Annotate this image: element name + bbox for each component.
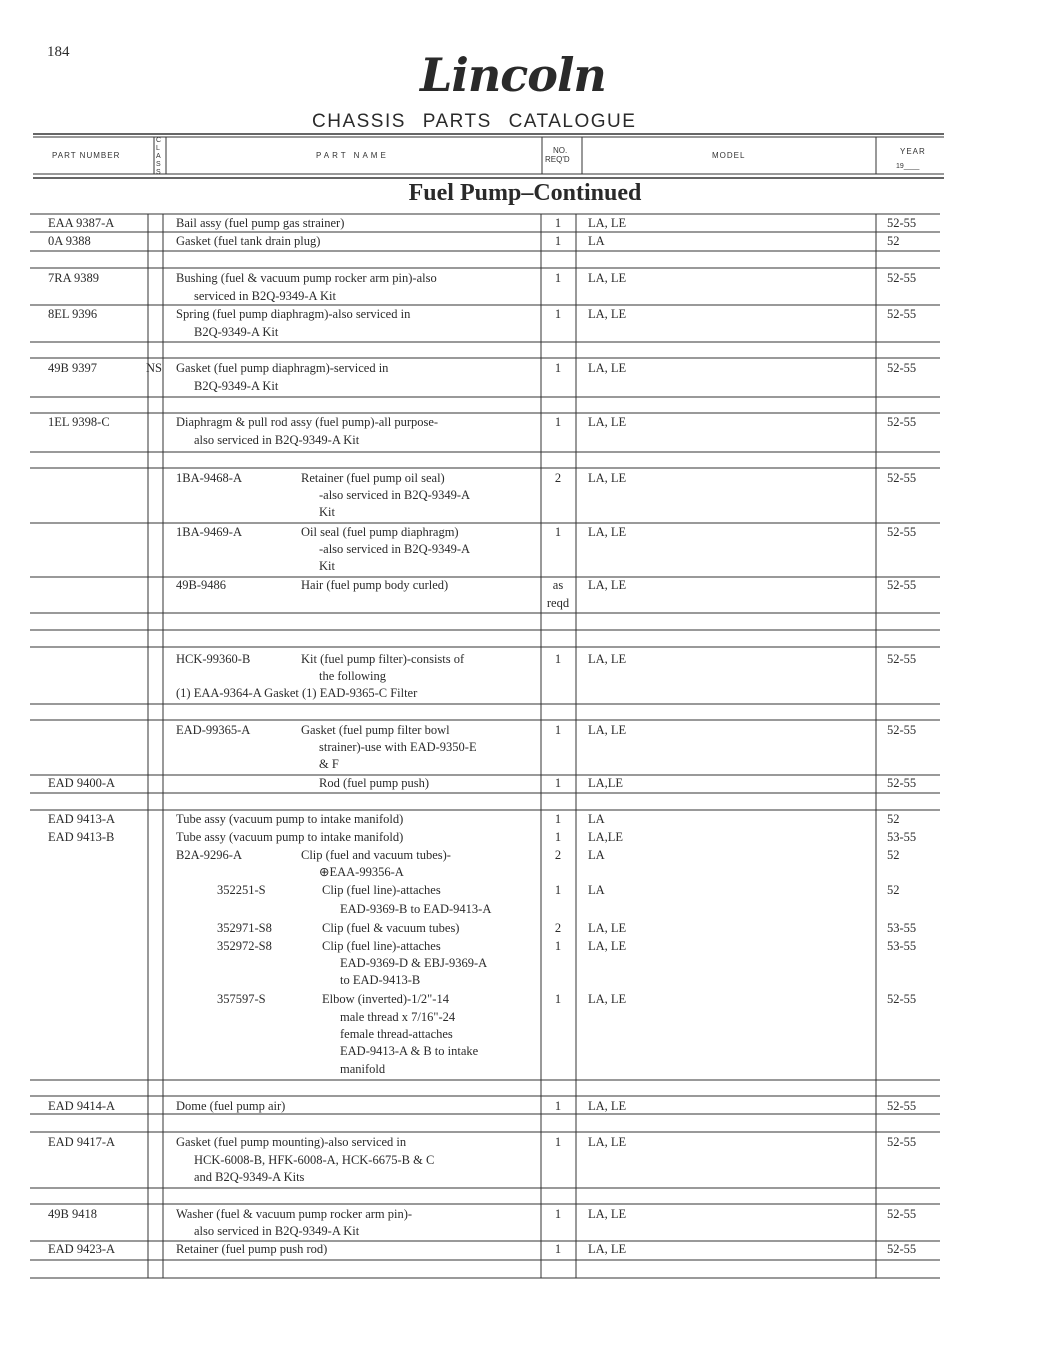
part-name: Gasket (fuel pump filter bowl	[301, 723, 450, 737]
part-number: EAD 9400-A	[48, 776, 116, 790]
header-year: YEAR	[900, 147, 926, 156]
quantity-required: 1	[554, 415, 562, 429]
part-name: Tube assy (vacuum pump to intake manifold)	[176, 830, 404, 844]
part-name: Rod (fuel pump push)	[319, 776, 430, 790]
part-name: B2Q-9349-A Kit	[194, 379, 279, 393]
part-number: 0A 9388	[48, 234, 91, 248]
year: 53-55	[887, 830, 917, 844]
model: LA	[588, 883, 605, 897]
sub-part-number: 1BA-9468-A	[176, 471, 242, 485]
part-name: Dome (fuel pump air)	[176, 1099, 286, 1113]
year: 52-55	[887, 216, 917, 230]
part-number: EAD 9423-A	[48, 1242, 116, 1256]
year: 52-55	[887, 1207, 917, 1221]
year: 52-55	[887, 723, 917, 737]
part-name: B2Q-9349-A Kit	[194, 325, 279, 339]
header-no: NO.	[553, 146, 568, 155]
year: 52	[887, 883, 900, 897]
part-name: Retainer (fuel pump oil seal)	[301, 471, 445, 485]
year: 52-55	[887, 307, 917, 321]
part-name: EAD-9369-D & EBJ-9369-A	[340, 956, 488, 970]
part-name: strainer)-use with EAD-9350-E	[319, 740, 477, 754]
year: 52-55	[887, 776, 917, 790]
quantity-required: 1	[554, 812, 562, 826]
model: LA, LE	[588, 307, 627, 321]
quantity-required: 1	[554, 216, 562, 230]
quantity-required: 2	[554, 921, 562, 935]
model: LA, LE	[588, 361, 627, 375]
model: LA,LE	[588, 830, 624, 844]
part-name: Gasket (fuel tank drain plug)	[176, 234, 321, 248]
part-number: 1EL 9398-C	[48, 415, 110, 429]
brand-logo: Lincoln	[420, 48, 606, 102]
quantity-required: 1	[554, 1135, 562, 1149]
part-name: EAD-9369-B to EAD-9413-A	[340, 902, 492, 916]
part-name: EAD-9413-A & B to intake	[340, 1044, 479, 1058]
sub-part-number: 352972-S8	[217, 939, 272, 953]
year: 52-55	[887, 415, 917, 429]
catalogue-title: CHASSIS PARTS CATALOGUE	[312, 111, 637, 132]
year: 52-55	[887, 1135, 917, 1149]
year: 52-55	[887, 525, 917, 539]
part-number: EAD 9413-A	[48, 812, 116, 826]
part-name: Bushing (fuel & vacuum pump rocker arm pin)-also	[176, 271, 437, 285]
part-name: also serviced in B2Q-9349-A Kit	[194, 433, 360, 447]
model: LA, LE	[588, 1099, 627, 1113]
part-name: Tube assy (vacuum pump to intake manifold)	[176, 812, 404, 826]
year: 52	[887, 234, 900, 248]
header-year-sub: 19____	[896, 163, 920, 170]
part-name: to EAD-9413-B	[340, 973, 421, 987]
model: LA, LE	[588, 271, 627, 285]
class-code: NS	[146, 361, 162, 375]
section-title: Fuel Pump–Continued	[408, 180, 642, 206]
header-part-name: PART NAME	[316, 151, 389, 160]
part-name: Clip (fuel and vacuum tubes)-	[301, 848, 451, 862]
quantity-required: 1	[554, 776, 562, 790]
sub-part-number: 352251-S	[217, 883, 266, 897]
quantity-required: 1	[554, 883, 562, 897]
part-name: Gasket (fuel pump diaphragm)-serviced in	[176, 361, 389, 375]
quantity-required: 1	[554, 939, 562, 953]
model: LA, LE	[588, 1207, 627, 1221]
year: 52	[887, 848, 900, 862]
model: LA, LE	[588, 216, 627, 230]
quantity-required: 1	[554, 525, 562, 539]
part-number: 8EL 9396	[48, 307, 98, 321]
part-name: Bail assy (fuel pump gas strainer)	[176, 216, 345, 230]
part-name: Clip (fuel line)-attaches	[322, 939, 441, 953]
quantity-required: 1	[554, 234, 562, 248]
part-name: Kit (fuel pump filter)-consists of	[301, 652, 465, 666]
sub-part-number: HCK-99360-B	[176, 652, 251, 666]
part-name: HCK-6008-B, HFK-6008-A, HCK-6675-B & C	[194, 1153, 435, 1167]
part-number: 49B 9397	[48, 361, 97, 375]
model: LA, LE	[588, 578, 627, 592]
header-reqd: REQ'D	[545, 155, 570, 164]
part-name: also serviced in B2Q-9349-A Kit	[194, 1224, 360, 1238]
model: LA, LE	[588, 939, 627, 953]
year: 52-55	[887, 992, 917, 1006]
sub-part-number: 1BA-9469-A	[176, 525, 242, 539]
model: LA	[588, 812, 605, 826]
part-name: serviced in B2Q-9349-A Kit	[194, 289, 336, 303]
year: 52-55	[887, 1242, 917, 1256]
part-number: 49B 9418	[48, 1207, 97, 1221]
part-name: -also serviced in B2Q-9349-A	[319, 542, 471, 556]
part-name: and B2Q-9349-A Kits	[194, 1170, 305, 1184]
part-name: Clip (fuel line)-attaches	[322, 883, 441, 897]
page-number: 184	[47, 44, 70, 60]
part-name: & F	[319, 757, 339, 771]
sub-part-number: 352971-S8	[217, 921, 272, 935]
model: LA, LE	[588, 921, 627, 935]
part-name: Hair (fuel pump body curled)	[301, 578, 449, 592]
model: LA	[588, 848, 605, 862]
part-name: Elbow (inverted)-1/2"-14	[322, 992, 449, 1006]
part-name: female thread-attaches	[340, 1027, 453, 1041]
model: LA	[588, 234, 605, 248]
quantity-required: 1	[554, 271, 562, 285]
part-name: Washer (fuel & vacuum pump rocker arm pin)-	[176, 1207, 413, 1221]
year: 52	[887, 812, 900, 826]
part-name: -also serviced in B2Q-9349-A	[319, 488, 471, 502]
year: 52-55	[887, 471, 917, 485]
sub-part-number: (1) EAA-9364-A Gasket (1) EAD-9365-C Filter	[176, 686, 418, 700]
quantity-required: reqd	[546, 596, 570, 610]
model: LA, LE	[588, 471, 627, 485]
part-name: Diaphragm & pull rod assy (fuel pump)-all purpose-	[176, 415, 439, 429]
header-class: CLASS	[156, 137, 162, 176]
part-name: Gasket (fuel pump mounting)-also serviced in	[176, 1135, 407, 1149]
quantity-required: 2	[554, 471, 562, 485]
model: LA, LE	[588, 525, 627, 539]
sub-part-number: 49B-9486	[176, 578, 226, 592]
part-name: Retainer (fuel pump push rod)	[176, 1242, 328, 1256]
model: LA, LE	[588, 992, 627, 1006]
part-name: Kit	[319, 505, 335, 519]
year: 53-55	[887, 939, 917, 953]
part-number: EAA 9387-A	[48, 216, 115, 230]
part-name: the following	[319, 669, 387, 683]
sub-part-number: 357597-S	[217, 992, 266, 1006]
model: LA, LE	[588, 723, 627, 737]
part-name: male thread x 7/16"-24	[340, 1010, 456, 1024]
quantity-required: 1	[554, 307, 562, 321]
sub-part-number: EAD-99365-A	[176, 723, 251, 737]
year: 52-55	[887, 652, 917, 666]
header-model: MODEL	[712, 151, 746, 160]
year: 53-55	[887, 921, 917, 935]
year: 52-55	[887, 578, 917, 592]
part-number: EAD 9413-B	[48, 830, 115, 844]
quantity-required: 1	[554, 1207, 562, 1221]
model: LA, LE	[588, 415, 627, 429]
quantity-required: 1	[554, 361, 562, 375]
part-name: manifold	[340, 1062, 386, 1076]
part-name: Oil seal (fuel pump diaphragm)	[301, 525, 459, 539]
model: LA, LE	[588, 652, 627, 666]
quantity-required: 1	[554, 992, 562, 1006]
part-name: Kit	[319, 559, 335, 573]
year: 52-55	[887, 271, 917, 285]
year: 52-55	[887, 1099, 917, 1113]
quantity-required: as	[552, 578, 564, 592]
part-name: Spring (fuel pump diaphragm)-also serviced in	[176, 307, 411, 321]
model: LA, LE	[588, 1242, 627, 1256]
part-number: 7RA 9389	[48, 271, 100, 285]
model: LA, LE	[588, 1135, 627, 1149]
year: 52-55	[887, 361, 917, 375]
quantity-required: 1	[554, 652, 562, 666]
quantity-required: 1	[554, 1099, 562, 1113]
quantity-required: 1	[554, 1242, 562, 1256]
header-part-number: PART NUMBER	[52, 151, 121, 160]
quantity-required: 1	[554, 723, 562, 737]
part-name: Clip (fuel & vacuum tubes)	[322, 921, 460, 935]
model: LA,LE	[588, 776, 624, 790]
quantity-required: 1	[554, 830, 562, 844]
part-number: EAD 9417-A	[48, 1135, 116, 1149]
quantity-required: 2	[554, 848, 562, 862]
part-name: ⊕EAA-99356-A	[319, 865, 404, 879]
part-number: EAD 9414-A	[48, 1099, 116, 1113]
sub-part-number: B2A-9296-A	[176, 848, 242, 862]
